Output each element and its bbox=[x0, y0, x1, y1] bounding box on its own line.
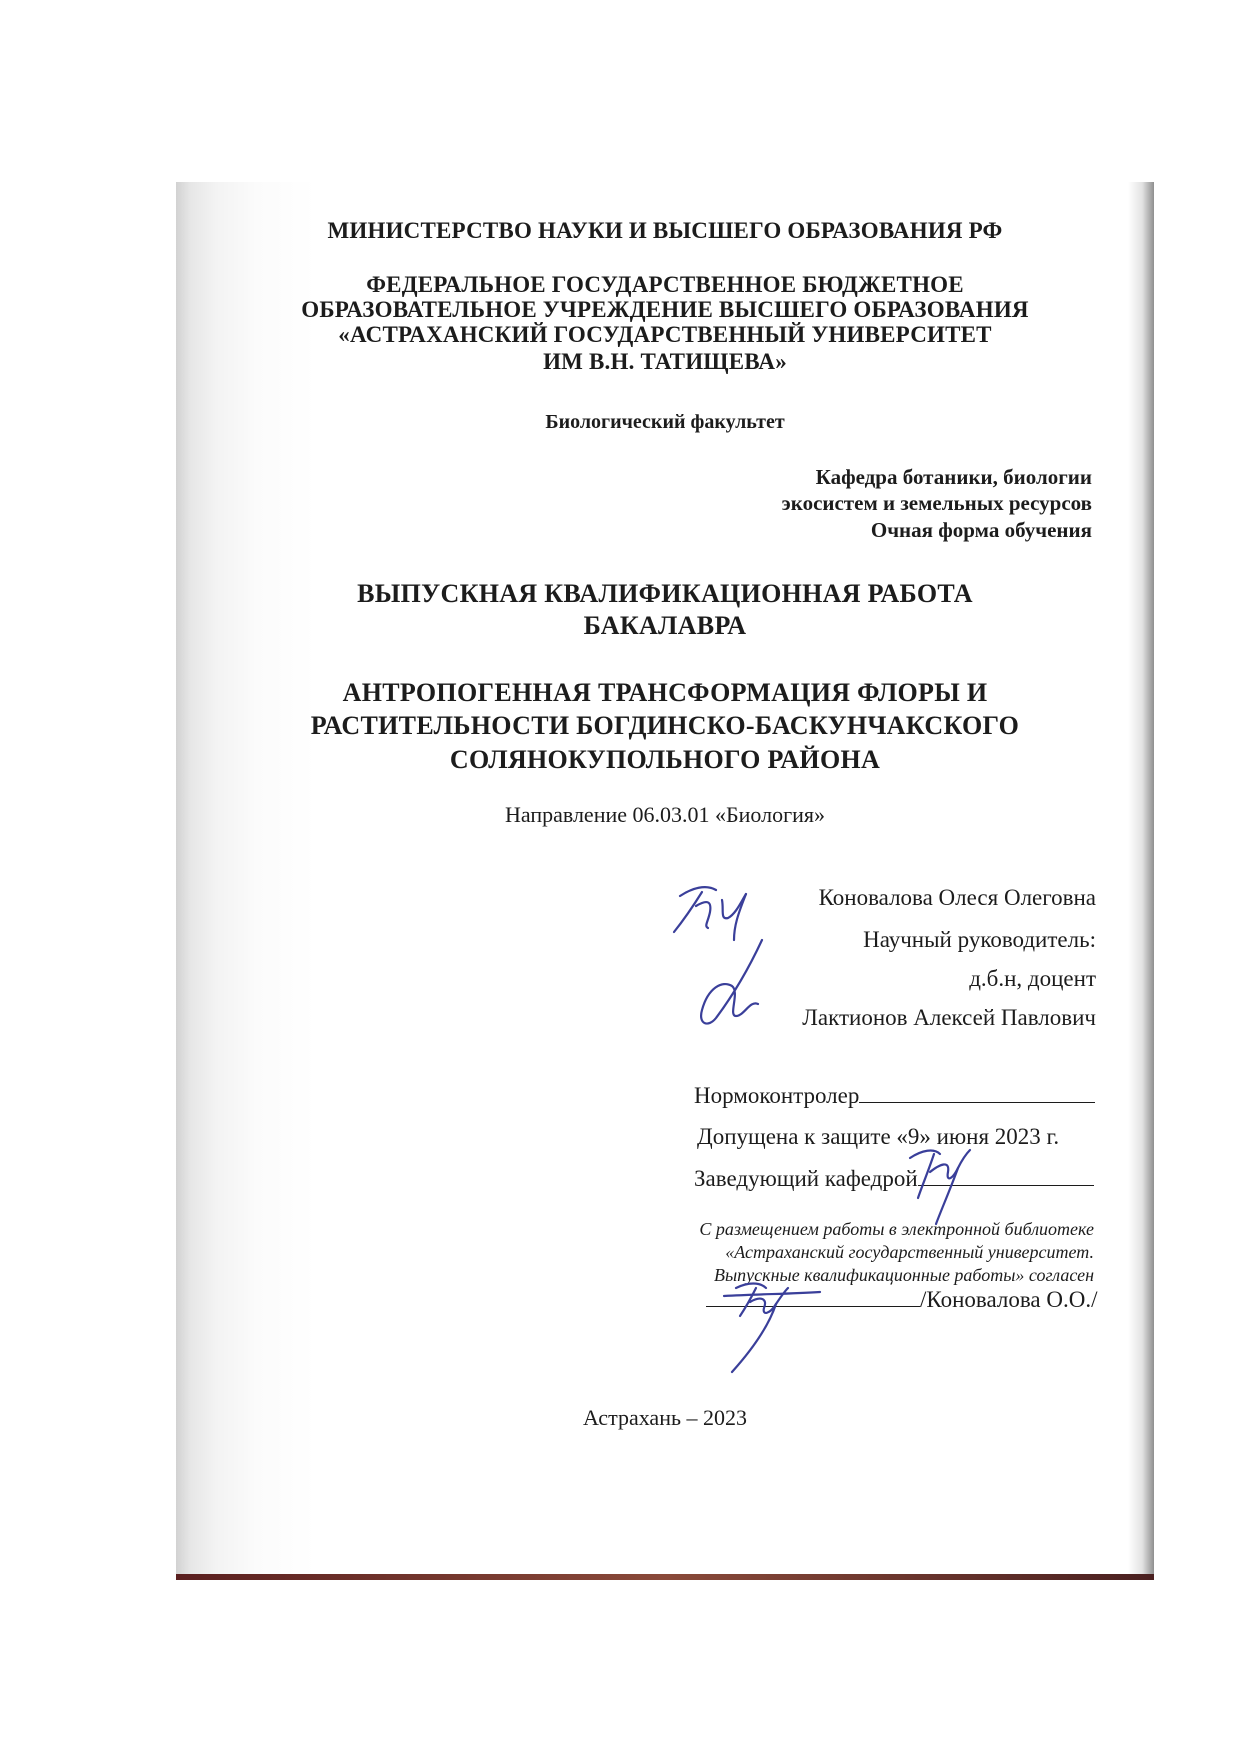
normocontroller-row bbox=[694, 1083, 1095, 1109]
thesis-title-line-1: АНТРОПОГЕННАЯ ТРАНСФОРМАЦИЯ ФЛОРЫ И bbox=[342, 678, 988, 707]
department-line-2: экосистем и земельных ресурсов bbox=[781, 491, 1092, 515]
study-direction: Направление 06.03.01 «Биология» bbox=[504, 802, 826, 827]
consent-line-3: Выпускные квалификационные работы» согласен bbox=[713, 1265, 1094, 1285]
author-name: Коновалова Олеся Олеговна bbox=[818, 885, 1096, 910]
normocontroller-signature-line bbox=[859, 1102, 1095, 1103]
consent-line-2: «Астраханский государственный университет. bbox=[725, 1242, 1094, 1262]
page-bottom-edge bbox=[176, 1574, 1154, 1580]
consent-signer: /Коновалова О.О./ bbox=[920, 1287, 1098, 1312]
consent-line-1: С размещением работы в электронной библиотеке bbox=[699, 1219, 1094, 1239]
institution-line-3: «АСТРАХАНСКИЙ ГОСУДАРСТВЕННЫЙ УНИВЕРСИТЕТ bbox=[338, 322, 992, 347]
work-type-line-2: БАКАЛАВРА bbox=[583, 611, 747, 640]
ministry-heading: МИНИСТЕРСТВО НАУКИ И ВЫСШЕГО ОБРАЗОВАНИЯ РФ bbox=[327, 218, 1003, 243]
supervisor-name: Лактионов Алексей Павлович bbox=[802, 1005, 1096, 1030]
admitted-to-defense: Допущена к защите «9» июня 2023 г. bbox=[697, 1124, 1060, 1149]
study-form: Очная форма обучения bbox=[870, 518, 1092, 542]
thesis-title-line-2: РАСТИТЕЛЬНОСТИ БОГДИНСКО-БАСКУНЧАКСКОГО bbox=[310, 711, 1020, 740]
supervisor-degree: д.б.н, доцент bbox=[969, 966, 1096, 991]
author-signature-icon bbox=[662, 870, 792, 1030]
head-of-department-label: Заведующий кафедрой bbox=[694, 1166, 918, 1191]
thesis-title-line-3: СОЛЯНОКУПОЛЬНОГО РАЙОНА bbox=[449, 745, 881, 774]
institution-line-1: ФЕДЕРАЛЬНОЕ ГОСУДАРСТВЕННОЕ БЮДЖЕТНОЕ bbox=[366, 272, 964, 297]
head-signature-icon bbox=[900, 1128, 980, 1228]
work-type-line-1: ВЫПУСКНАЯ КВАЛИФИКАЦИОННАЯ РАБОТА bbox=[357, 579, 973, 608]
faculty-name: Биологический факультет bbox=[545, 411, 785, 433]
supervisor-label: Научный руководитель: bbox=[863, 927, 1096, 952]
head-of-department-row bbox=[694, 1166, 1094, 1192]
institution-line-4: ИМ В.Н. ТАТИЩЕВА» bbox=[543, 349, 787, 374]
department-line-1: Кафедра ботаники, биологии bbox=[815, 465, 1092, 489]
institution-line-2: ОБРАЗОВАТЕЛЬНОЕ УЧРЕЖДЕНИЕ ВЫСШЕГО ОБРАЗОВАНИЯ bbox=[301, 297, 1029, 322]
city-year: Астрахань – 2023 bbox=[582, 1405, 748, 1430]
normocontroller-label: Нормоконтролер bbox=[694, 1083, 860, 1108]
consent-signature-icon bbox=[720, 1268, 830, 1378]
page-edge-shadow bbox=[1128, 182, 1154, 1580]
